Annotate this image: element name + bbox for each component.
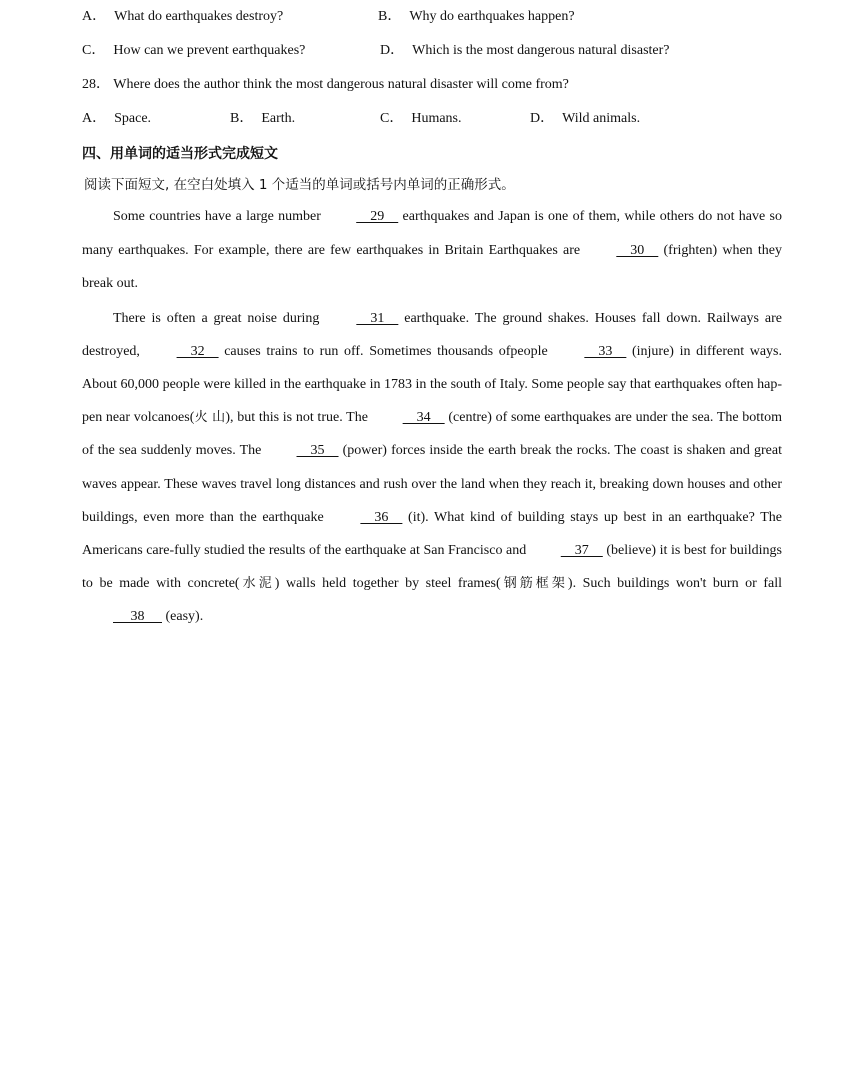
gloss-concrete: 水泥 [239,576,275,592]
blank-31[interactable]: 31 [356,310,399,326]
passage-paragraph-2: There is often a great noise during 31 earthquake. The ground shakes. Houses fall down. Railways are destroyed, 32 causes trains to run off. Sometimes thousands ofpeople 33 (injure) in different ways. About 60,000 people were killed in the earthquake in 1783 in the south of Italy. Some people say that earthquakes often hap-pen near volcanoes(火 山), but this is not true. The 34 (centre) of some earthquakes are under the sea. The bottom of the sea suddenly moves. The 35 (power) forces inside the earth break the rocks. The coast is shaken and great waves appear. These waves travel long distances and rush over the land when they reach it, breaking down houses and other buildings, even more than the earthquake 36 (it). What kind of building stays up best in an earthquake? The Americans care-fully studied the results of the earthquake at San Francisco and 37 (believe) it is best for buildings to be made with concrete(水泥) walls held together by steel frames(钢筋框架). Such buildings won't burn or fall 38 (easy). [82,302,782,634]
blank-35[interactable]: 35 [296,443,339,459]
q28-option-c: C． Humans. [380,111,462,126]
blank-36[interactable]: 36 [360,509,403,525]
worksheet-page [82,0,782,634]
blank-38[interactable]: 38 [113,609,162,625]
q28-option-d: D． Wild animals. [530,111,641,126]
blank-37[interactable]: 37 [560,542,603,558]
q27-options-row-1 [82,0,782,34]
gloss-volcano: 火 山 [194,410,226,426]
q28-options-row [82,102,782,136]
q27-option-a: A． What do earthquakes destroy? [82,9,284,24]
q27-option-b: B． Why do earthquakes happen? [378,9,575,24]
q27-option-d: D． Which is the most dangerous natural disaster? [380,43,670,58]
q27-option-c: C． How can we prevent earthquakes? [82,43,306,58]
blank-32[interactable]: 32 [176,343,219,359]
blank-29[interactable]: 29 [356,209,399,224]
section-title: 四、用单词的适当形式完成短文 [82,146,278,162]
q28-option-b: B． Earth. [230,111,296,126]
section-instruction: 阅读下面短文, 在空白处填入 1 个适当的单词或括号内单词的正确形式。 [84,177,515,193]
q28-stem: 28． Where does the author think the most dangerous natural disaster will come from? [82,77,569,92]
passage-paragraph-1: Some countries have a large number 29 earthquakes and Japan is one of them, while others do not have so many earthquakes. For example, there are few earthquakes in Britain Earthquakes are 30 (frighten) when they break out. [82,200,782,301]
q28-option-a: A． Space. [82,111,152,126]
q27-options-row-2 [82,34,782,68]
blank-34[interactable]: 34 [402,410,445,426]
blank-30[interactable]: 30 [616,242,659,258]
gloss-steel-frames: 钢筋框架 [500,576,568,592]
blank-33[interactable]: 33 [584,343,627,359]
